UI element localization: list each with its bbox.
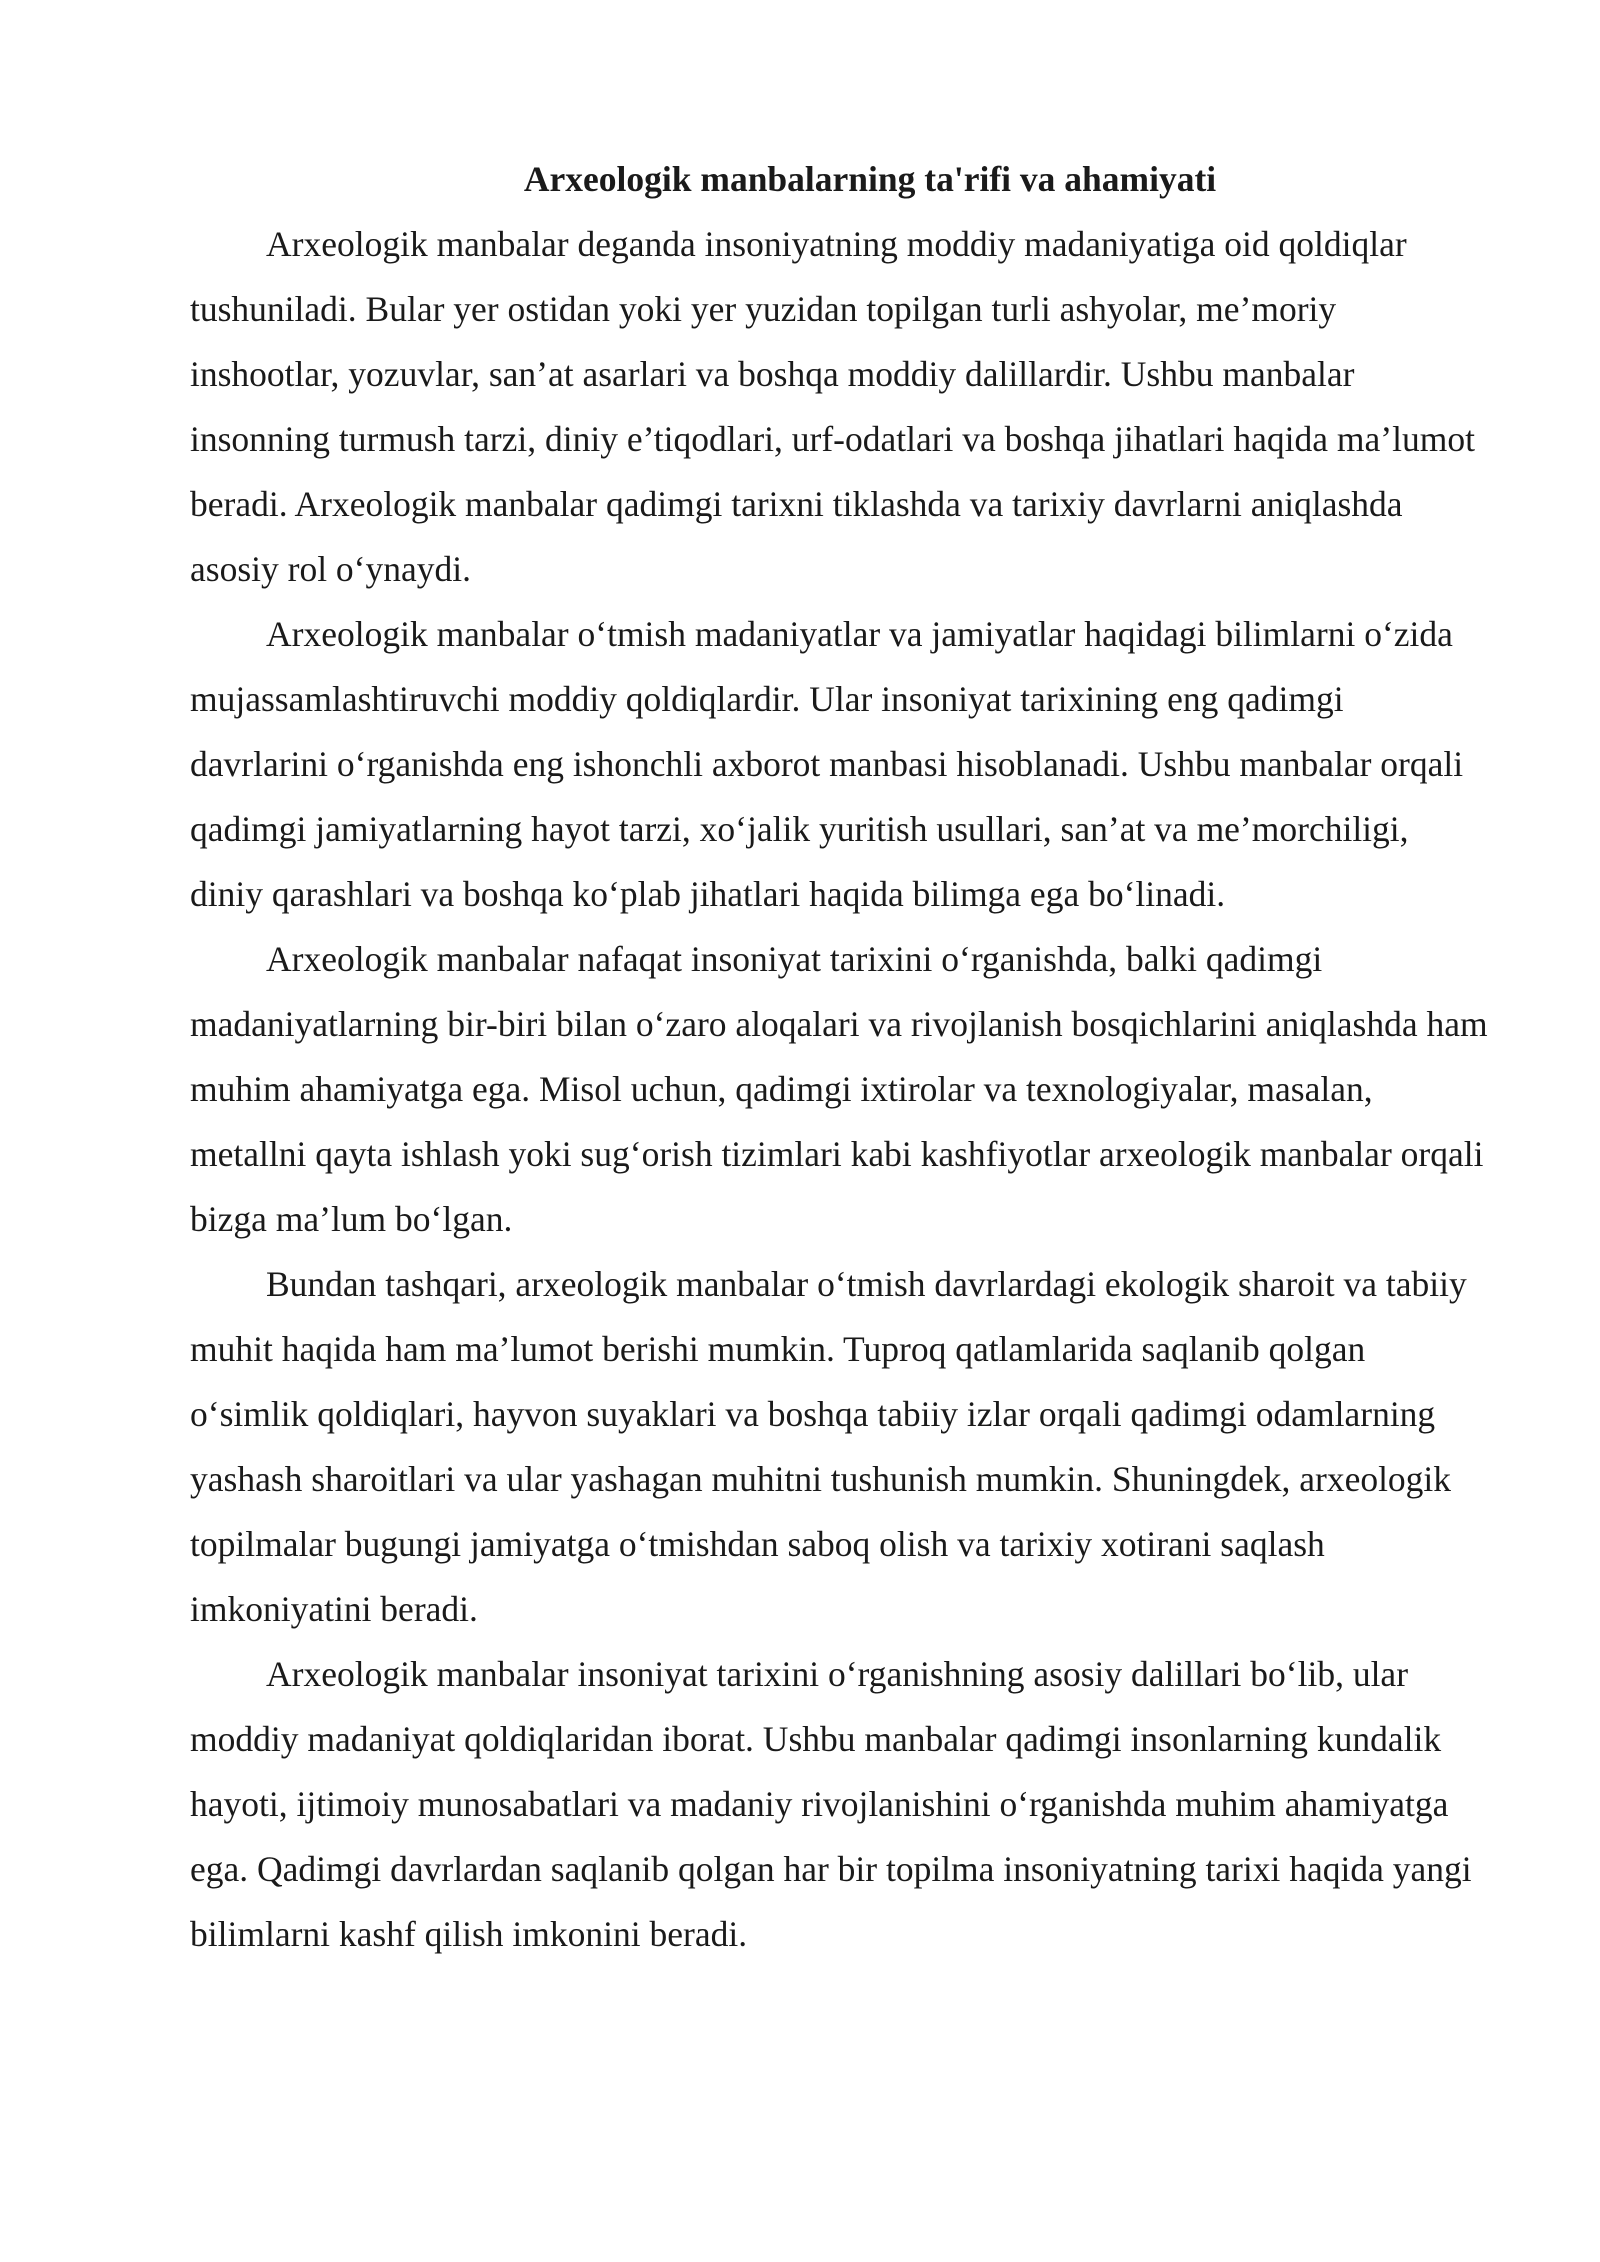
paragraph-4: Bundan tashqari, arxeologik manbalar o‘tmish davrlardagi ekologik sharoit va tabiiy muhit haqida ham ma’lumot berishi mumkin. Tuproq qatlamlarida saqlanib qolgan o‘simlik qoldiqlari, hayvon suyaklari va boshqa tabiiy izlar orqali qadimgi odamlarning yashash sharoitlari va ular yashagan muhitni tushunish mumkin. Shuningdek, arxeologik topilmalar bugungi jamiyatga o‘tmishdan saboq olish va tarixiy xotirani saqlash imkoniyatini beradi. [190, 1264, 1467, 1629]
paragraph-2: Arxeologik manbalar o‘tmish madaniyatlar va jamiyatlar haqidagi bilimlarni o‘zida mujassamlashtiruvchi moddiy qoldiqlardir. Ular insoniyat tarixining eng qadimgi davrlarini o‘rganishda eng ishonchli axborot manbasi hisoblanadi. Ushbu manbalar orqali qadimgi jamiyatlarning hayot tarzi, xo‘jalik yuritish usullari, san’at va me’morchiligi, diniy qarashlari va boshqa ko‘plab jihatlari haqida bilimga ega bo‘linadi. [190, 614, 1464, 914]
paragraph-1: Arxeologik manbalar deganda insoniyatning moddiy madaniyatiga oid qoldiqlar tushuniladi. Bular yer ostidan yoki yer yuzidan topilgan turli ashyolar, me’moriy inshootlar, yozuvlar, san’at asarlari va boshqa moddiy dalillardir. Ushbu manbalar insonning turmush tarzi, diniy e’tiqodlari, urf-odatlari va boshqa jihatlari haqida ma’lumot beradi. Arxeologik manbalar qadimgi tarixni tiklashda va tarixiy davrlarni aniqlashda asosiy rol o‘ynaydi. [190, 224, 1475, 589]
paragraph-3: Arxeologik manbalar nafaqat insoniyat tarixini o‘rganishda, balki qadimgi madaniyatlarning bir-biri bilan o‘zaro aloqalari va rivojlanish bosqichlarini aniqlashda ham muhim ahamiyatga ega. Misol uchun, qadimgi ixtirolar va texnologiyalar, masalan, metallni qayta ishlash yoki sug‘orish tizimlari kabi kashfiyotlar arxeologik manbalar orqali bizga ma’lum bo‘lgan. [190, 939, 1488, 1239]
document-body [190, 147, 1490, 1967]
paragraph-5: Arxeologik manbalar insoniyat tarixini o‘rganishning asosiy dalillari bo‘lib, ular moddiy madaniyat qoldiqlaridan iborat. Ushbu manbalar qadimgi insonlarning kundalik hayoti, ijtimoiy munosabatlari va madaniy rivojlanishini o‘rganishda muhim ahamiyatga ega. Qadimgi davrlardan saqlanib qolgan har bir topilma insoniyatning tarixi haqida yangi bilimlarni kashf qilish imkonini beradi. [190, 1654, 1472, 1954]
document-title: Arxeologik manbalarning ta'rifi va ahamiyati [523, 159, 1217, 199]
